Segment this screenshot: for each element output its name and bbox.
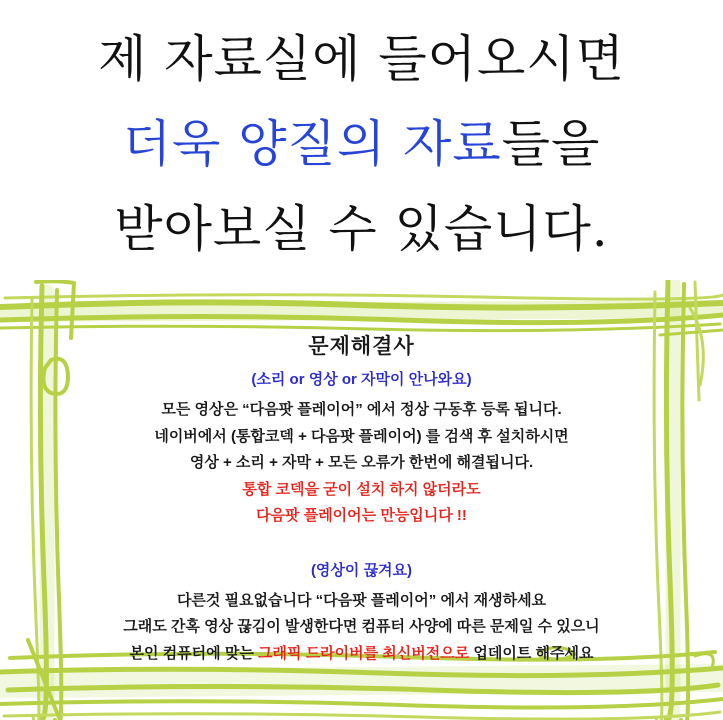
- intro-message: [0, 0, 723, 294]
- section2-line-3-prefix: 본인 컴퓨터에 맞는: [129, 644, 258, 662]
- section1-warning-2: 다음팟 플레이어는 만능입니다 !!: [256, 507, 467, 524]
- section2-line-3: [60, 641, 663, 668]
- section2-line-1: 다른것 필요없습니다 “다음팟 플레이어” 에서 재생하세요: [176, 591, 547, 609]
- section-gap: [60, 530, 663, 558]
- notice-content: [60, 334, 663, 667]
- section1-warning-1: 통합 코덱을 굳이 설치 하지 않더라도: [242, 480, 481, 498]
- intro-line-2-rest: 들을: [501, 114, 601, 173]
- section1-line-1: 모든 영상은 “다음팟 플레이어” 에서 정상 구동후 등록 됩니다.: [161, 401, 562, 418]
- notice-title: 문제해결사: [308, 335, 415, 358]
- section2-line-3-suffix: 업데이트 해주세요: [469, 644, 594, 662]
- intro-line-2: [0, 97, 723, 182]
- notice-box: [0, 280, 723, 720]
- section1-line-2: 네이버에서 (통합코덱 + 다음팟 플레이어) 를 검색 후 설치하시면: [154, 427, 569, 445]
- section2-line-2: 그래도 간혹 영상 끊김이 발생한다면 컴퓨터 사양에 따른 문제일 수 있으니: [123, 618, 600, 635]
- section2-line-3-highlight: 그래픽 드라이버를 최신버전으로: [257, 644, 470, 662]
- intro-line-2-highlight: 더욱 양질의 자료: [122, 114, 502, 173]
- section1-heading: (소리 or 영상 or 자막이 안나와요): [251, 371, 472, 388]
- intro-line-3: 받아보실 수 있습니다.: [114, 199, 609, 258]
- intro-line-1: 제 자료실에 들어오시면: [98, 29, 625, 88]
- section2-heading: (영상이 끊겨요): [310, 561, 413, 579]
- section1-line-3: 영상 + 소리 + 자막 + 모든 오류가 한번에 해결됩니다.: [189, 454, 534, 471]
